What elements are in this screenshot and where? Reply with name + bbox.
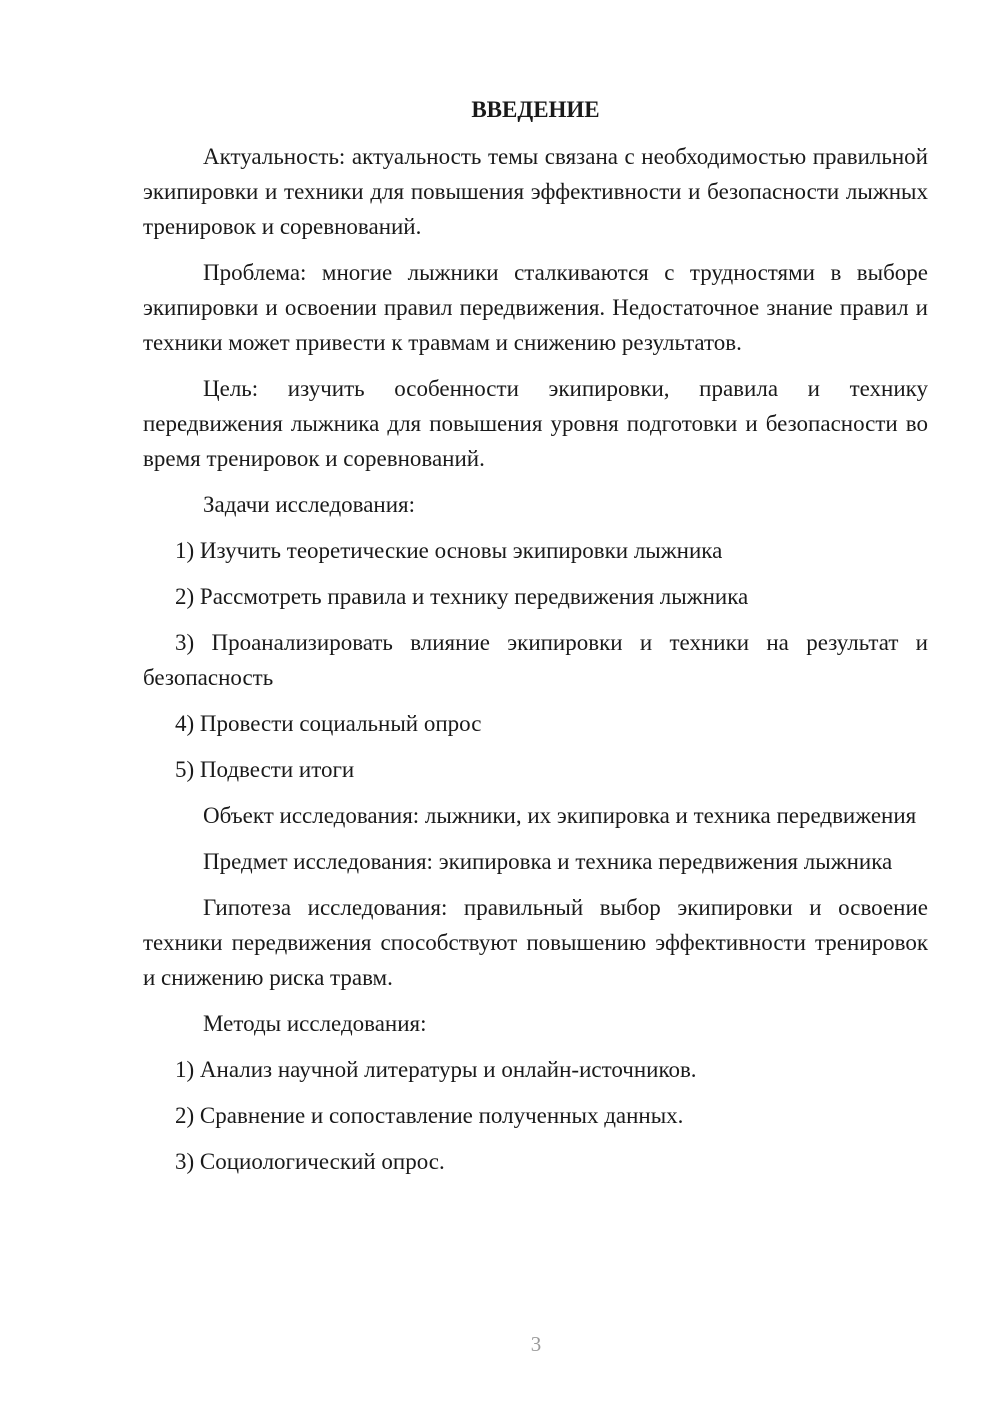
task-item: 1) Изучить теоретические основы экипировки лыжника	[175, 538, 723, 563]
method-item: 2) Сравнение и сопоставление полученных данных.	[175, 1103, 684, 1128]
method-item: 1) Анализ научной литературы и онлайн-источников.	[175, 1057, 697, 1082]
problem-paragraph: Проблема: многие лыжники сталкиваются с трудностями в выборе экипировки и освоении правил передвижения. Недостаточное знание правил и техники может привести к травмам и снижению результатов.	[143, 260, 928, 355]
task-item: 2) Рассмотреть правила и технику передвижения лыжника	[175, 584, 749, 609]
section-heading: ВВЕДЕНИЕ	[471, 97, 600, 122]
goal-paragraph: Цель: изучить особенности экипировки, правила и технику передвижения лыжника для повышения уровня подготовки и безопасности во время тренировок и соревнований.	[143, 376, 928, 471]
object-paragraph: Объект исследования: лыжники, их экипировка и техника передвижения	[203, 803, 917, 828]
method-item: 3) Социологический опрос.	[175, 1149, 445, 1174]
task-item: 3) Проанализировать влияние экипировки и техники на результат и безопасность	[143, 630, 928, 690]
methods-title: Методы исследования:	[203, 1011, 427, 1036]
page-number: 3	[530, 1332, 542, 1356]
task-item: 4) Провести социальный опрос	[175, 711, 482, 736]
task-item: 5) Подвести итоги	[175, 757, 355, 782]
page-content	[143, 95, 928, 1190]
tasks-title: Задачи исследования:	[203, 492, 416, 517]
subject-paragraph: Предмет исследования: экипировка и техника передвижения лыжника	[203, 849, 893, 874]
relevance-paragraph: Актуальность: актуальность темы связана с необходимостью правильной экипировки и техники для повышения эффективности и безопасности лыжных тренировок и соревнований.	[143, 144, 928, 239]
hypothesis-paragraph: Гипотеза исследования: правильный выбор экипировки и освоение техники передвижения способствуют повышению эффективности тренировок и снижению риска травм.	[143, 895, 928, 990]
